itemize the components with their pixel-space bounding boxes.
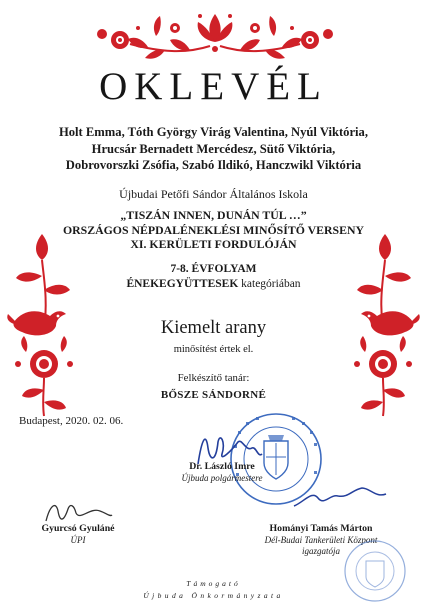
mayor-name: Dr. László Imre — [189, 461, 255, 472]
award-level: Kiemelt arany — [160, 318, 267, 338]
center-role-line-1: Dél-Budai Tankerületi Központ — [264, 535, 378, 545]
mayor-role: Újbuda polgármestere — [181, 473, 263, 483]
left-folk-ornament — [4, 230, 84, 420]
grade-level: 7-8. ÉVFOLYAM — [170, 263, 257, 275]
center-handwritten-signature — [290, 484, 390, 518]
upi-name: Gyurcsó Gyuláné — [41, 523, 115, 534]
award-subtitle: minősítést értek el. — [173, 344, 254, 355]
competition-line-1: „TISZÁN INNEN, DUNÁN TÚL …” — [120, 208, 307, 222]
category-rest: kategóriában — [238, 277, 301, 290]
teacher-name: BŐSZE SÁNDORNÉ — [160, 389, 267, 401]
right-folk-ornament — [343, 230, 423, 420]
center-role-line-2: igazgatója — [301, 546, 340, 556]
teacher-label: Felkészítő tanár: — [177, 372, 250, 384]
certificate-title: OKLEVÉL — [99, 65, 328, 108]
top-folk-ornament — [90, 6, 340, 60]
sponsor-name: Újbuda Önkormányzata — [143, 591, 284, 600]
competition-line-2: ORSZÁGOS NÉPDALÉNEKLÉSI MINŐSÍTŐ VERSENY — [62, 222, 364, 237]
competition-line-3: XI. KERÜLETI FORDULÓJÁN — [130, 237, 297, 251]
names-line-1: Holt Emma, Tóth György Virág Valentina, Nyúl Viktória, — [58, 125, 369, 139]
category-bold: ÉNEKEGYÜTTESEK — [126, 277, 239, 290]
names-line-2: Hrucsár Bernadett Mercédesz, Sütő Viktória, — [91, 141, 336, 156]
issue-date: Budapest, 2020. 02. 06. — [19, 415, 124, 427]
recipient-names — [16, 124, 411, 174]
center-director-name: Hományi Tamás Márton — [269, 523, 373, 534]
sponsor-label: Támogató — [186, 579, 241, 588]
school-name: Újbudai Petőfi Sándor Általános Iskola — [119, 187, 308, 201]
names-line-3: Dobrovorszki Zsófia, Szabó Ildikó, Hanczwikl Viktória — [65, 158, 362, 172]
upi-role: ÚPI — [70, 535, 86, 545]
